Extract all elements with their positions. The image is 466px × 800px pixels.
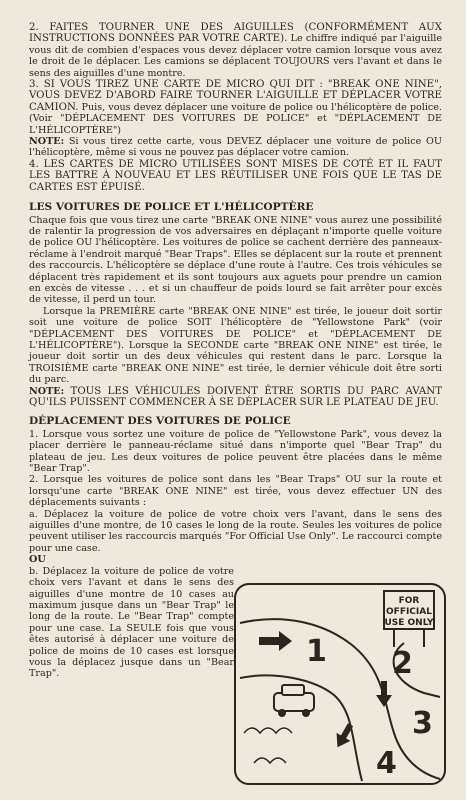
- step-number-4: 4: [376, 746, 397, 781]
- moves-item-2: 2. Lorsque les voitures de police sont dans les "Bear Traps" OU sur la route et lorsqu'une carte "BREAK ONE NINE" est tirée, vous devez effectuer UN des déplacements suivants :: [29, 474, 442, 509]
- board-illustration: [234, 583, 446, 785]
- rule-item-2: [29, 22, 442, 79]
- note-label: NOTE:: [29, 136, 65, 148]
- bush-decoration: [254, 758, 286, 763]
- rule-item-3-body: Puis, vous devez déplacer une voiture de police ou l'hélicoptère de police. (Voir "DÉPLACEMENT DES VOITURES DE POLICE" et "DÉPLACEMENT DE L'HÉLICOPTÈRE"): [29, 101, 442, 136]
- note-label: NOTE:: [29, 385, 65, 397]
- step-number-2: 2: [392, 646, 413, 681]
- police-paragraph-1: Chaque fois que vous tirez une carte "BREAK ONE NINE" vous aurez une possibilité de ralentir la progression de vos adversaires en déplaçant n'importe quelle voiture de police OU l'hélicoptère. Les voitures de police se cachent derrière des panneaux-réclame à l'endroit marqué "Bear Traps". Elles se déplacent sur la route et prennent des raccourcis. L'hélicoptère se déplace d'une route à l'autre. Ces trois véhicules se déplacent très rapidement et ils sont toujours aux aguets pour prendre un camion en excès de vitesse . . . et si un chauffeur de poids lourd se fait arrêter pour excès de vitesse, il perd un tour.: [29, 214, 442, 306]
- rule-item-2-body: Le chiffre indiqué par l'aiguille vous dit de combien d'espaces vous devez déplacer votre camion lorsque vous avez le droit de le déplacer. Les camions se déplacent TOUJOURS vers l'avant et dans le sens des aiguilles d'une montre.: [29, 33, 443, 79]
- section-heading-police: LES VOITURES DE POLICE ET L'HÉLICOPTÈRE: [29, 201, 314, 214]
- arrow-icon: [259, 631, 292, 651]
- or-label: OU: [29, 554, 46, 566]
- note-text: TOUS LES VÉHICULES DOIVENT ÊTRE SORTIS DU PARC AVANT QU'ILS PUISSENT COMMENCER À SE DÉPLACER SUR LE PLATEAU DE JEU.: [29, 385, 442, 408]
- police-car: [274, 685, 314, 717]
- rule-note-1: [29, 136, 442, 159]
- board-illustration-svg: [234, 583, 446, 785]
- moves-item-b: b. Déplacez la voiture de police de votre choix vers l'avant et dans le sens des aiguilles d'une montre de 10 cases au maximum jusque dans un "Bear Trap" le long de la route. Le "Bear Trap" compte pour une case. La SEULE fois que vous êtes autorisé à déplacer une voiture de police de moins de 10 cases est lorsque vous la déplacez jusque dans un "Bear Trap".: [29, 565, 234, 680]
- moves-item-1: 1. Lorsque vous sortez une voiture de police de "Yellowstone Park", vous devez la placer derrière le panneau-réclame situé dans n'importe quel "Bear Trap" du plateau de jeu. Les deux voitures de police peuvent être placées dans le même "Bear Trap".: [29, 428, 442, 475]
- rule-item-2-heading: 2. FAITES TOURNER UNE DES AIGUILLES (CONFORMÉMENT AUX INSTRUCTIONS DONNÉES PAR VOTRE CARTE).: [29, 22, 442, 45]
- rule-note-2: [29, 386, 442, 409]
- sign-text-3: USE ONLY: [384, 618, 434, 628]
- moves-item-a: a. Déplacez la voiture de police de votre choix vers l'avant, dans le sens des aiguilles d'une montre, de 10 cases le long de la route. Seules les voitures de police peuvent utiliser les raccourcis marqués "For Official Use Only". Le raccourci compte pour une case.: [29, 508, 442, 554]
- step-number-1: 1: [306, 634, 327, 669]
- bush-decoration: [244, 728, 292, 733]
- police-paragraph-2: Lorsque la PREMIÈRE carte "BREAK ONE NINE" est tirée, le joueur doit sortir soit une voiture de police SOIT l'hélicoptère de "Yellowstone Park" (voir "DÉPLACEMENT DES VOITURES DE POLICE" et "DÉPLACEMENT DE L'HÉLICOPTÈRE"). Lorsque la SECONDE carte "BREAK ONE NINE" est tirée, le joueur doit sortir un des deux véhicules qui restent dans le parc. Lorsque la TROISIÈME carte "BREAK ONE NINE" est tirée, le dernier véhicule doit être sorti du parc.: [29, 305, 442, 386]
- rule-item-3-heading: 3. SI VOUS TIREZ UNE CARTE DE MICRO QUI DIT : "BREAK ONE NINE", VOUS DEVEZ D'ABORD FAIRE TOURNER L'AIGUILLE ET DÉPLACER VOTRE CAMION.: [29, 79, 442, 113]
- rule-item-4: 4. LES CARTES DE MICRO UTILISÉES SONT MISES DE COTÉ ET IL FAUT LES BATTRE À NOUVEAU ET LES RÉUTILISER UNE FOIS QUE LE TAS DE CARTES EST ÉPUISÉ.: [29, 158, 442, 193]
- arrow-icon: [376, 681, 392, 707]
- note-text: Si vous tirez cette carte, vous DEVEZ déplacer une voiture de police OU l'hélicoptère, même si vous ne pouvez pas déplacer votre camion.: [29, 136, 442, 159]
- sign-text-1: FOR: [398, 596, 420, 606]
- rule-item-3: [29, 79, 442, 136]
- sign-text-2: OFFICIAL: [386, 607, 432, 617]
- section-heading-moves: DÉPLACEMENT DES VOITURES DE POLICE: [29, 415, 291, 428]
- step-number-3: 3: [412, 706, 433, 741]
